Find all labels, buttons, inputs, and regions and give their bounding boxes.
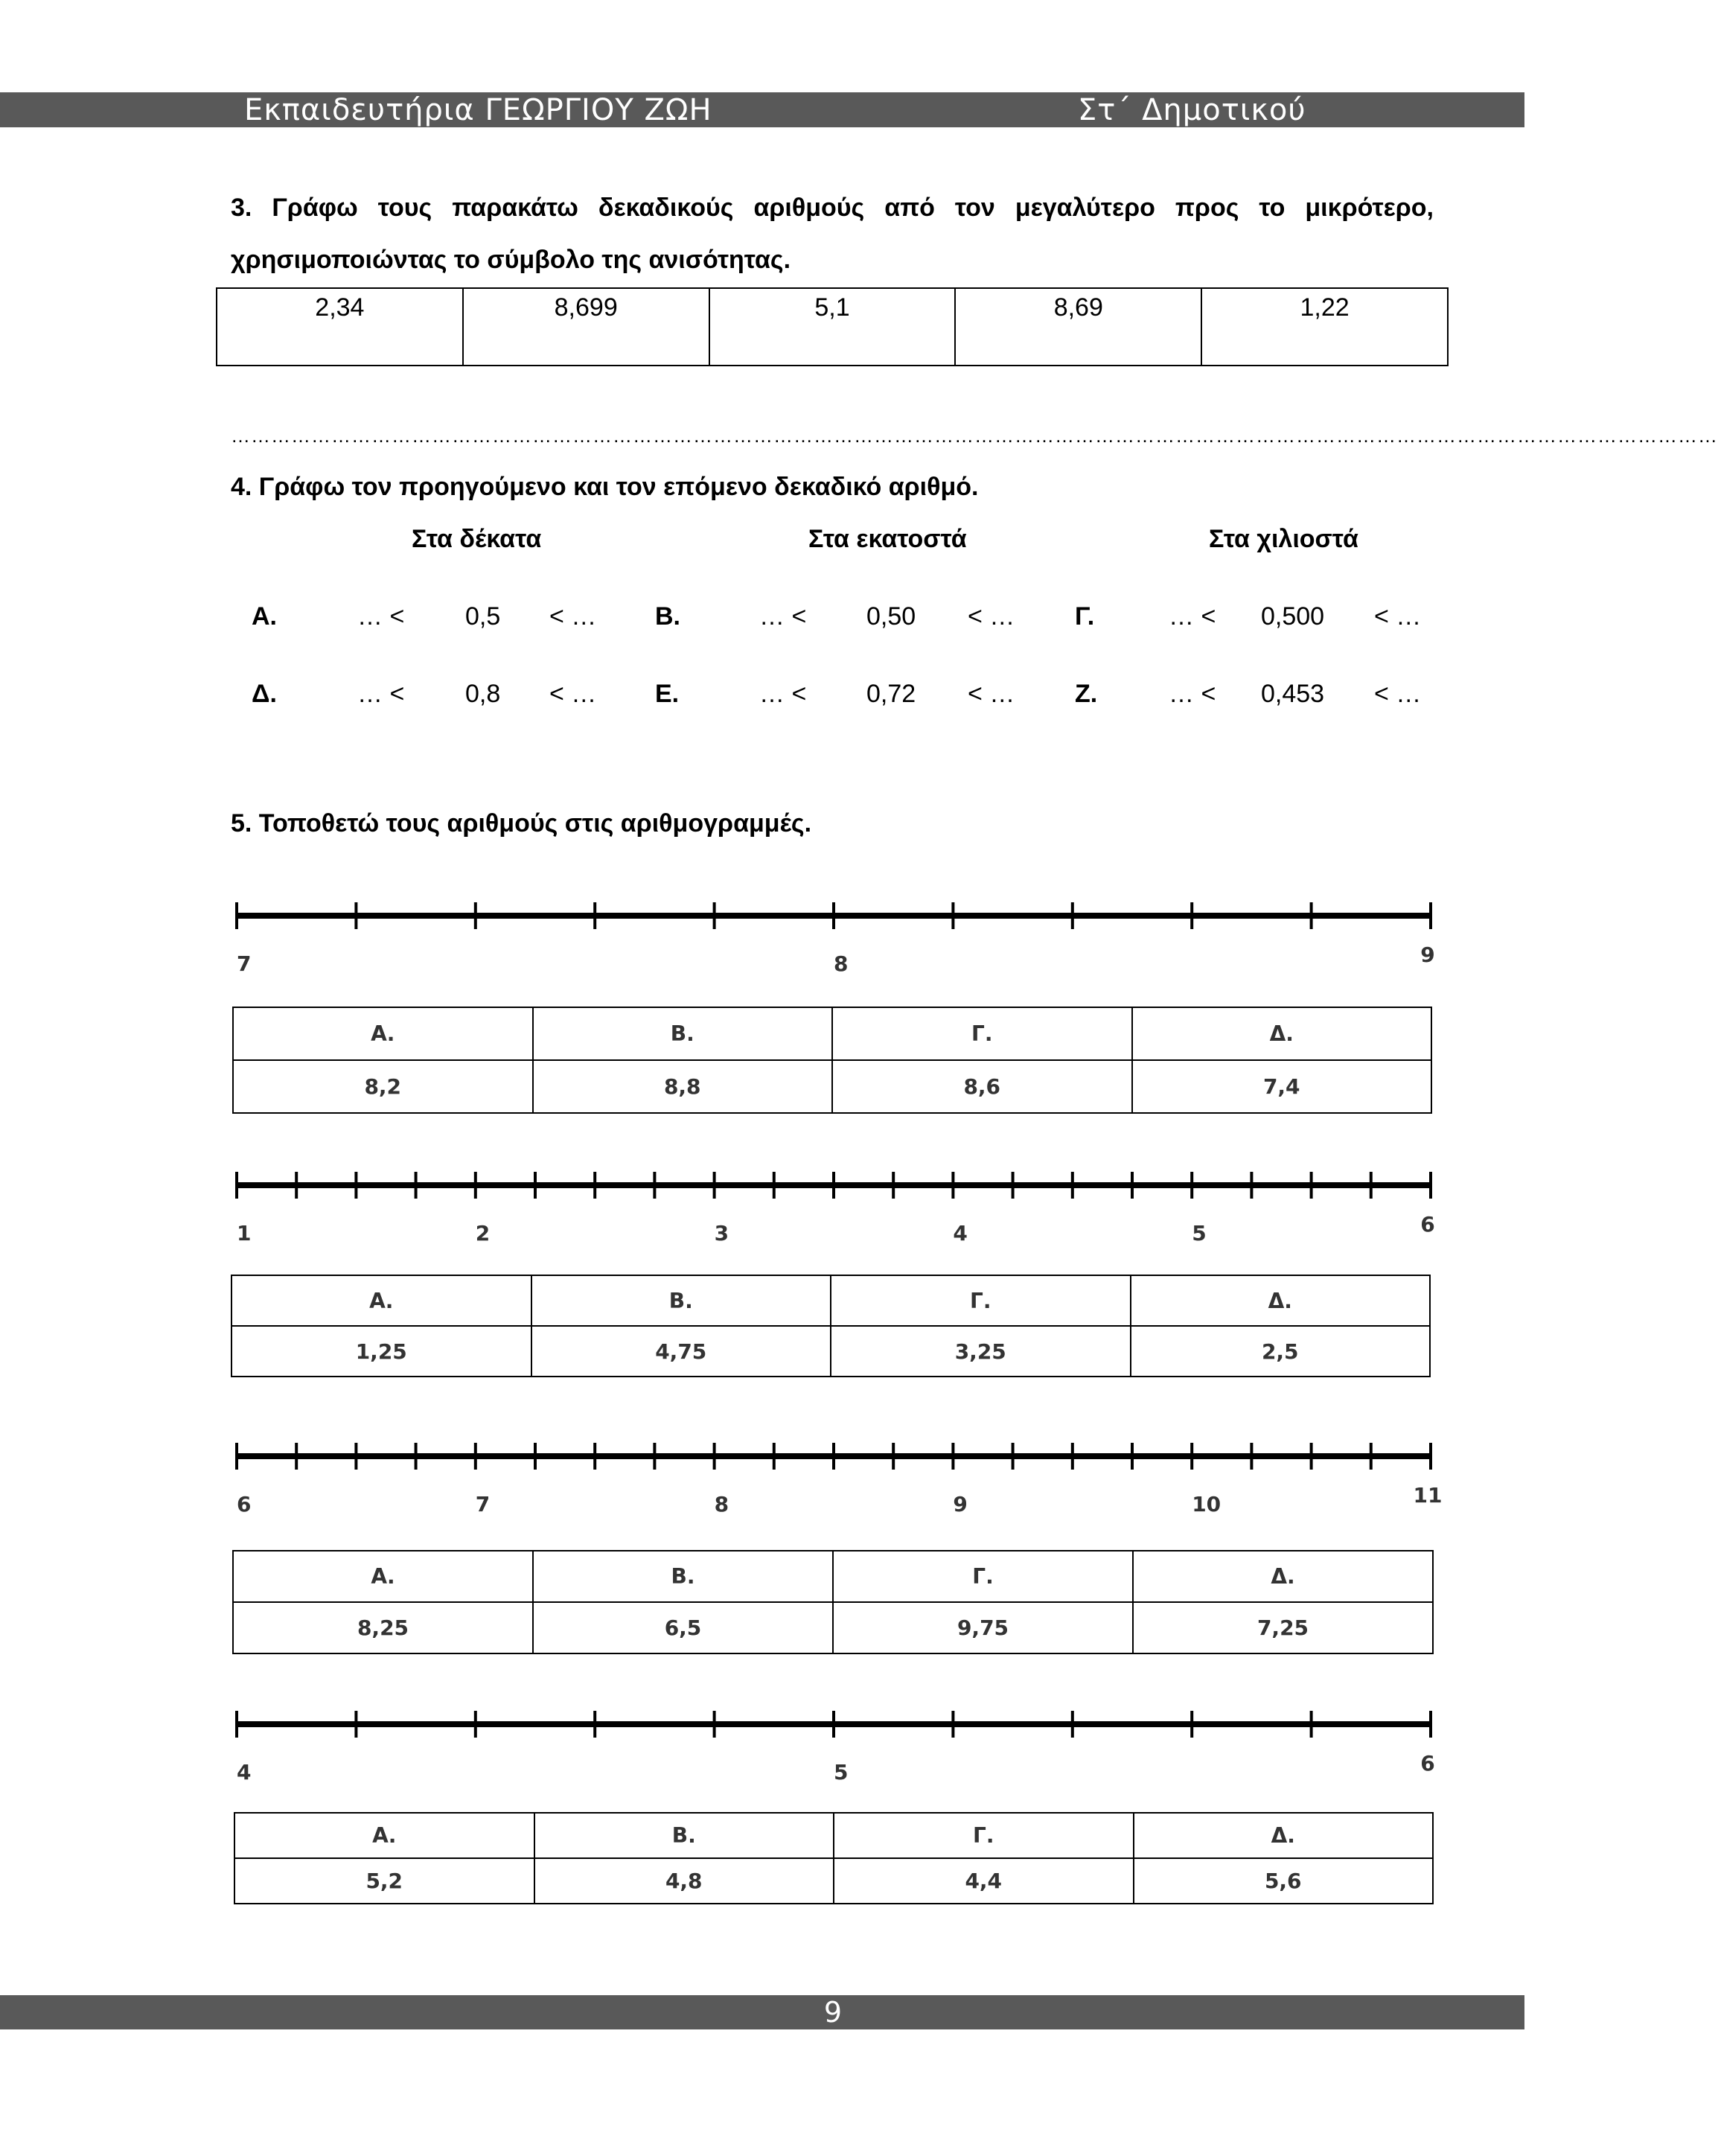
point-letter: Δ. [1134, 1813, 1434, 1858]
decimal-number: 0,5 [465, 602, 501, 631]
number-cell: 5,1 [709, 288, 956, 366]
exercise-4-title: 4. Γράφω τον προηγούμενο και τον επόμενο δεκαδικό αριθμό. [231, 473, 979, 501]
points-table-3 [232, 1550, 1434, 1654]
tick-label: 3 [714, 1221, 729, 1246]
number-cell: 2,34 [217, 288, 463, 366]
item-label: Δ. [252, 680, 277, 708]
number-cell: 8,69 [955, 288, 1201, 366]
point-letter: Γ. [834, 1813, 1134, 1858]
tick-label: 7 [237, 951, 252, 976]
decimal-number: 0,50 [866, 602, 916, 631]
point-value: 5,2 [234, 1858, 534, 1904]
point-value: 4,75 [531, 1326, 831, 1377]
exercise-3-line-2: χρησιμοποιώντας το σύμβολο της ανισότητας. [231, 246, 791, 274]
tick-label: 4 [953, 1221, 968, 1246]
header-bar [0, 92, 1524, 127]
previous-number-blank[interactable]: … < [1169, 602, 1216, 631]
points-table-1 [232, 1007, 1432, 1114]
point-value: 3,25 [831, 1326, 1131, 1377]
point-letter: Γ. [832, 1007, 1132, 1060]
exercise-3-instructions [231, 182, 1434, 286]
point-value: 6,5 [533, 1602, 833, 1653]
grade-label: Στ΄ Δημοτικού [1078, 93, 1306, 127]
points-table-4 [234, 1812, 1434, 1904]
exercise-5-title: 5. Τοποθετώ τους αριθμούς στις αριθμογραμμές. [231, 809, 812, 838]
point-letter: Γ. [831, 1275, 1131, 1326]
tick-label: 5 [834, 1760, 849, 1785]
previous-number-blank[interactable]: … < [357, 602, 405, 631]
tick-label: 10 [1192, 1492, 1222, 1516]
item-label: Α. [252, 602, 277, 631]
tick-label: 5 [1192, 1221, 1207, 1246]
column-heading-hundredths: Στα εκατοστά [808, 525, 967, 553]
decimal-number: 0,453 [1261, 680, 1325, 708]
school-name: Εκπαιδευτήρια ΓΕΩΡΓΙΟΥ ΖΩΗ [244, 93, 712, 127]
item-label: Ζ. [1075, 680, 1098, 708]
previous-number-blank[interactable]: … < [759, 680, 807, 708]
point-value: 5,6 [1134, 1858, 1434, 1904]
previous-number-blank[interactable]: … < [1169, 680, 1216, 708]
previous-number-blank[interactable]: … < [759, 602, 807, 631]
tick-label: 9 [953, 1492, 968, 1516]
point-value: 4,8 [534, 1858, 834, 1904]
point-letter: Β. [533, 1551, 833, 1602]
point-value: 8,8 [533, 1060, 833, 1113]
point-letter: Β. [533, 1007, 833, 1060]
tick-label: 6 [1420, 1751, 1435, 1776]
tick-label: 9 [1420, 943, 1435, 967]
point-letter: Β. [531, 1275, 831, 1326]
point-letter: Δ. [1131, 1275, 1431, 1326]
number-line-3 [0, 1426, 1524, 1516]
decimal-number: 0,8 [465, 680, 501, 708]
point-value: 2,5 [1131, 1326, 1431, 1377]
point-value: 8,2 [233, 1060, 533, 1113]
point-value: 8,6 [832, 1060, 1132, 1113]
point-value: 8,25 [233, 1602, 533, 1653]
points-table-2 [231, 1275, 1431, 1377]
tick-label: 6 [1420, 1212, 1435, 1237]
next-number-blank[interactable]: < … [549, 602, 597, 631]
next-number-blank[interactable]: < … [1374, 602, 1422, 631]
point-letter: Α. [233, 1551, 533, 1602]
number-line-2 [0, 1155, 1524, 1245]
point-value: 4,4 [834, 1858, 1134, 1904]
item-label: Ε. [655, 680, 680, 708]
tick-label: 7 [475, 1492, 491, 1516]
next-number-blank[interactable]: < … [549, 680, 597, 708]
point-value: 1,25 [231, 1326, 531, 1377]
footer-bar [0, 1995, 1524, 2029]
tick-label: 1 [237, 1221, 252, 1246]
number-cell: 8,699 [463, 288, 709, 366]
exercise-3-line-1: 3. Γράφω τους παρακάτω δεκαδικούς αριθμούς από τον μεγαλύτερο προς το μικρότερο, [231, 194, 1434, 222]
previous-number-blank[interactable]: … < [357, 680, 405, 708]
item-label: Γ. [1075, 602, 1095, 631]
tick-label: 8 [834, 951, 849, 976]
decimal-number: 0,72 [866, 680, 916, 708]
number-line-4 [0, 1694, 1524, 1784]
point-letter: Δ. [1133, 1551, 1433, 1602]
tick-label: 4 [237, 1760, 252, 1785]
answer-line[interactable]: …………………………………………………………………………………………………………………………………………………………………………………………………… [231, 424, 1718, 447]
point-letter: Β. [534, 1813, 834, 1858]
point-letter: Α. [234, 1813, 534, 1858]
next-number-blank[interactable]: < … [1374, 680, 1422, 708]
point-value: 9,75 [833, 1602, 1133, 1653]
point-letter: Γ. [833, 1551, 1133, 1602]
column-heading-tenths: Στα δέκατα [412, 525, 542, 553]
tick-label: 2 [475, 1221, 491, 1246]
tick-label: 11 [1413, 1483, 1443, 1508]
next-number-blank[interactable]: < … [968, 602, 1015, 631]
decimal-number: 0,500 [1261, 602, 1325, 631]
column-heading-thousandths: Στα χιλιοστά [1209, 525, 1358, 553]
item-label: Β. [655, 602, 680, 631]
point-letter: Α. [233, 1007, 533, 1060]
exercise-3-number-table [216, 287, 1449, 366]
point-letter: Δ. [1132, 1007, 1432, 1060]
number-line-1 [0, 886, 1524, 975]
number-cell: 1,22 [1201, 288, 1448, 366]
page-number: 9 [823, 1996, 843, 2029]
next-number-blank[interactable]: < … [968, 680, 1015, 708]
point-value: 7,4 [1132, 1060, 1432, 1113]
tick-label: 8 [714, 1492, 729, 1516]
point-value: 7,25 [1133, 1602, 1433, 1653]
tick-label: 6 [237, 1492, 252, 1516]
point-letter: Α. [231, 1275, 531, 1326]
